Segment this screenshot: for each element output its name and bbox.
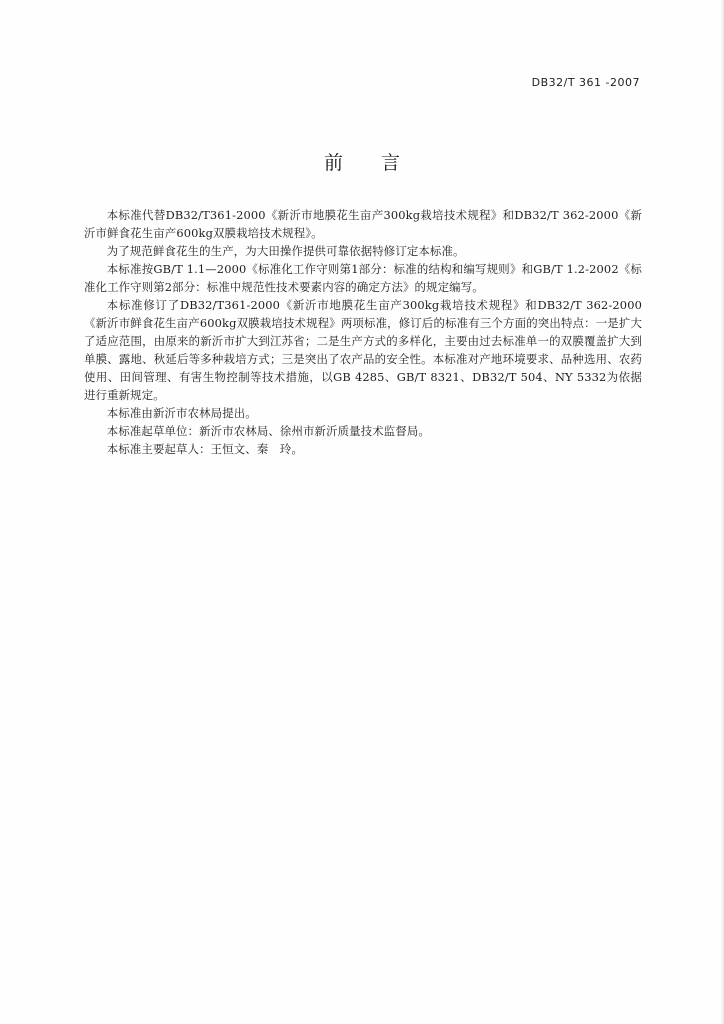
page-title: 前言 bbox=[323, 152, 438, 174]
paragraph-drafting-rules: 本标准按GB/T 1.1—2000《标准化工作守则第1部分：标准的结构和编写规则》和GB/T 1.2-2002《标准化工作守则第2部分：标准中规范性技术要素内容的确定方法》的规定编写。 bbox=[84, 262, 642, 294]
paragraph-purpose: 为了规范鲜食花生的生产，为大田操作提供可靠依据特修订定本标准。 bbox=[106, 244, 465, 258]
paragraph-drafters: 本标准主要起草人：王恒文、秦 玲。 bbox=[106, 442, 303, 456]
foreword-body bbox=[84, 206, 642, 458]
document-code: DB32/T 361 -2007 bbox=[531, 76, 640, 89]
paragraph-replacement: 本标准代替DB32/T361-2000《新沂市地膜花生亩产300kg栽培技术规程》和DB32/T 362-2000《新沂市鲜食花生亩产600kg双膜栽培技术规程》。 bbox=[84, 208, 642, 240]
paragraph-drafting-unit: 本标准起草单位：新沂市农林局、徐州市新沂质量技术监督局。 bbox=[106, 424, 430, 438]
paragraph-revision-notes: 本标准修订了DB32/T361-2000《新沂市地膜花生亩产300kg栽培技术规程》和DB32/T 362-2000《新沂市鲜食花生亩产600kg双膜栽培技术规程》两项标准，修订后的标准有三个方面的突出特点：一是扩大了适应范围，由原来的新沂市扩大到江苏省；二是生产方式的多样化，主要由过去标准单一的双膜覆盖扩大到单膜、露地、秋延后等多种栽培方式；三是突出了农产品的安全性。本标准对产地环境要求、品种选用、农药使用、田间管理、有害生物控制等技术措施，以GB 4285、GB/T 8321、DB32/T 504、NY 5332为依据进行重新规定。 bbox=[84, 298, 642, 402]
paragraph-proposer: 本标准由新沂市农林局提出。 bbox=[106, 406, 257, 420]
